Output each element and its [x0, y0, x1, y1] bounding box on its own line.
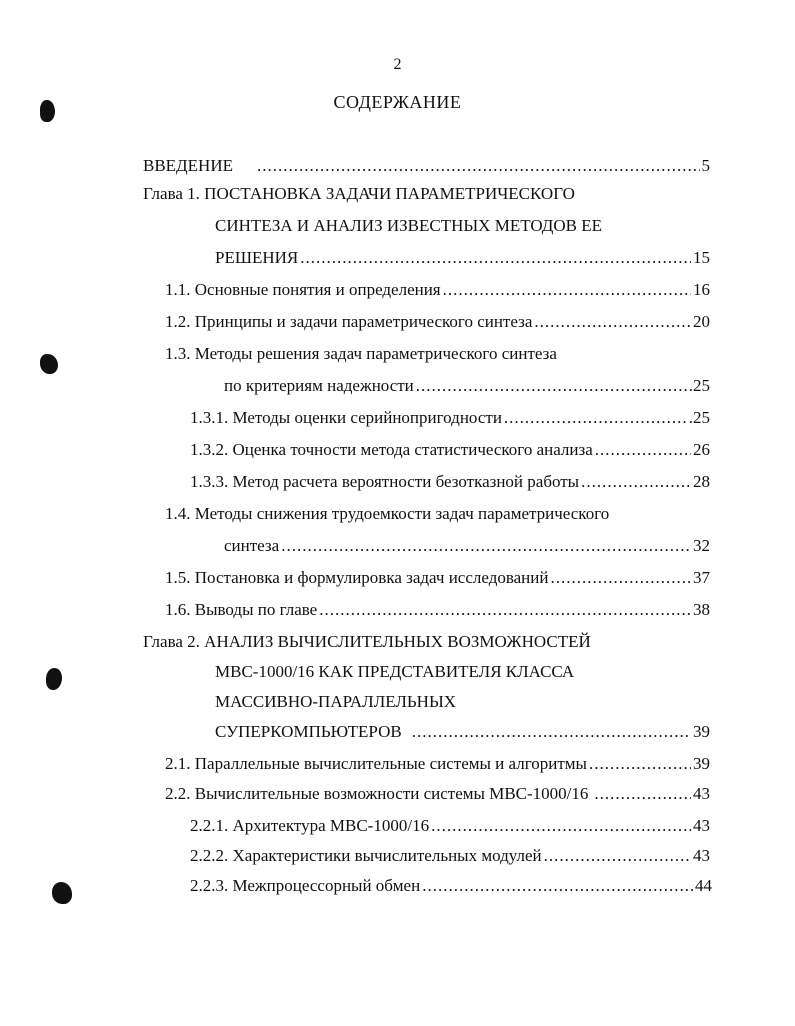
leader-dots [544, 842, 691, 870]
toc-entry-label: 1.3.1. Методы оценки серийнопригодности [190, 408, 502, 427]
toc-entry-label: 1.3.2. Оценка точности метода статистического анализа [190, 440, 593, 459]
scan-speck-3 [46, 668, 62, 690]
toc-entry-label: 2.2.3. Межпроцессорный обмен [190, 876, 421, 895]
toc-entry-label: 2.2. Вычислительные возможности системы МВС-1000/16 [165, 784, 589, 803]
toc-entry-1-5[interactable] [165, 564, 710, 592]
toc-entry-1-3[interactable] [224, 372, 710, 400]
toc-entry-chapter-2[interactable] [215, 718, 710, 746]
toc-entry-page: 15 [693, 248, 710, 267]
toc-entry-intro[interactable] [143, 152, 710, 180]
toc-entry-page: 5 [701, 156, 710, 175]
toc-entry-label: по критериям надежности [224, 376, 414, 395]
toc-entry-page: 28 [693, 472, 710, 491]
toc-entry-1-3-1[interactable] [190, 404, 710, 432]
toc-entry-1-3-2[interactable] [190, 436, 710, 464]
toc-entry-2-2-2[interactable] [190, 842, 710, 870]
leader-dots [581, 468, 691, 496]
toc-entry-label: 1.3.3. Метод расчета вероятности безотказной работы [190, 472, 580, 491]
toc-entry-label: СУПЕРКОМПЬЮТЕРОВ [215, 722, 402, 741]
toc-entry-2-2-3[interactable] [190, 872, 712, 900]
toc-entry-label: 1.1. Основные понятия и определения [165, 280, 441, 299]
leader-dots [422, 872, 693, 900]
leader-dots [319, 596, 691, 624]
page-title: СОДЕРЖАНИЕ [333, 92, 462, 112]
leader-dots [534, 308, 691, 336]
leader-dots [257, 152, 700, 180]
toc-entry-label: 2.2.1. Архитектура МВС-1000/16 [190, 816, 430, 835]
toc-chapter-2-line-1: Глава 2. АНАЛИЗ ВЫЧИСЛИТЕЛЬНЫХ ВОЗМОЖНОСТЕЙ [143, 632, 591, 651]
toc-entry-page: 39 [693, 754, 710, 773]
toc-entry-page: 20 [693, 312, 710, 331]
toc-entry-1-3-3[interactable] [190, 468, 710, 496]
toc-entry-page: 43 [693, 816, 710, 835]
scan-speck-2 [40, 354, 58, 374]
page-number: 2 [393, 56, 402, 73]
leader-dots [300, 244, 691, 272]
scan-speck-1 [40, 100, 55, 122]
toc-entry-label: синтеза [224, 536, 280, 555]
toc-chapter-2-line-2: МВС-1000/16 КАК ПРЕДСТАВИТЕЛЯ КЛАССА [215, 662, 575, 681]
toc-entry-label: 2.1. Параллельные вычислительные системы и алгоритмы [165, 754, 587, 773]
toc-entry-page: 26 [693, 440, 710, 459]
toc-entry-label: 1.6. Выводы по главе [165, 600, 318, 619]
toc-entry-page: 38 [693, 600, 710, 619]
toc-entry-page: 32 [693, 536, 710, 555]
toc-entry-page: 43 [693, 784, 710, 803]
toc-entry-page: 16 [693, 280, 710, 299]
toc-entry-page: .25 [688, 408, 710, 427]
toc-entry-label: 2.2.2. Характеристики вычислительных модулей [190, 846, 542, 865]
toc-entry-1-4-line-1: 1.4. Методы снижения трудоемкости задач параметрического [165, 504, 610, 523]
scan-speck-4 [52, 882, 72, 904]
toc-chapter-2-line-3: МАССИВНО-ПАРАЛЛЕЛЬНЫХ [215, 692, 457, 711]
toc-entry-2-2-1[interactable] [190, 812, 710, 840]
toc-entry-1-1[interactable] [165, 276, 710, 304]
toc-entry-1-3-line-1: 1.3. Методы решения задач параметрического синтеза [165, 344, 557, 363]
toc-entry-label: ВВЕДЕНИЕ [143, 156, 233, 175]
toc-chapter-1-line-1: Глава 1. ПОСТАНОВКА ЗАДАЧИ ПАРАМЕТРИЧЕСКОГО [143, 184, 575, 203]
leader-dots [595, 436, 691, 464]
leader-dots [594, 780, 691, 808]
toc-entry-2-2[interactable] [165, 780, 710, 808]
leader-dots [443, 276, 691, 304]
toc-entry-1-4[interactable] [224, 532, 710, 560]
toc-entry-page: 39 [693, 722, 710, 741]
leader-dots [550, 564, 691, 592]
toc-entry-page: 44 [695, 876, 712, 895]
toc-entry-chapter-1[interactable] [215, 244, 710, 272]
toc-entry-label: 1.5. Постановка и формулировка задач исследований [165, 568, 549, 587]
toc-entry-label: РЕШЕНИЯ [215, 248, 299, 267]
toc-entry-label: 1.2. Принципы и задачи параметрического синтеза [165, 312, 533, 331]
toc-entry-1-2[interactable] [165, 308, 710, 336]
leader-dots [504, 404, 687, 432]
leader-dots [416, 372, 687, 400]
leader-dots [431, 812, 691, 840]
toc-entry-page: 43 [693, 846, 710, 865]
leader-dots [412, 718, 691, 746]
toc-entry-page: .25 [688, 376, 710, 395]
toc-entry-2-1[interactable] [165, 750, 710, 778]
leader-dots [281, 532, 691, 560]
leader-dots [589, 750, 691, 778]
toc-entry-1-6[interactable] [165, 596, 710, 624]
toc-chapter-1-line-2: СИНТЕЗА И АНАЛИЗ ИЗВЕСТНЫХ МЕТОДОВ ЕЕ [215, 216, 603, 235]
toc-entry-page: 37 [693, 568, 710, 587]
